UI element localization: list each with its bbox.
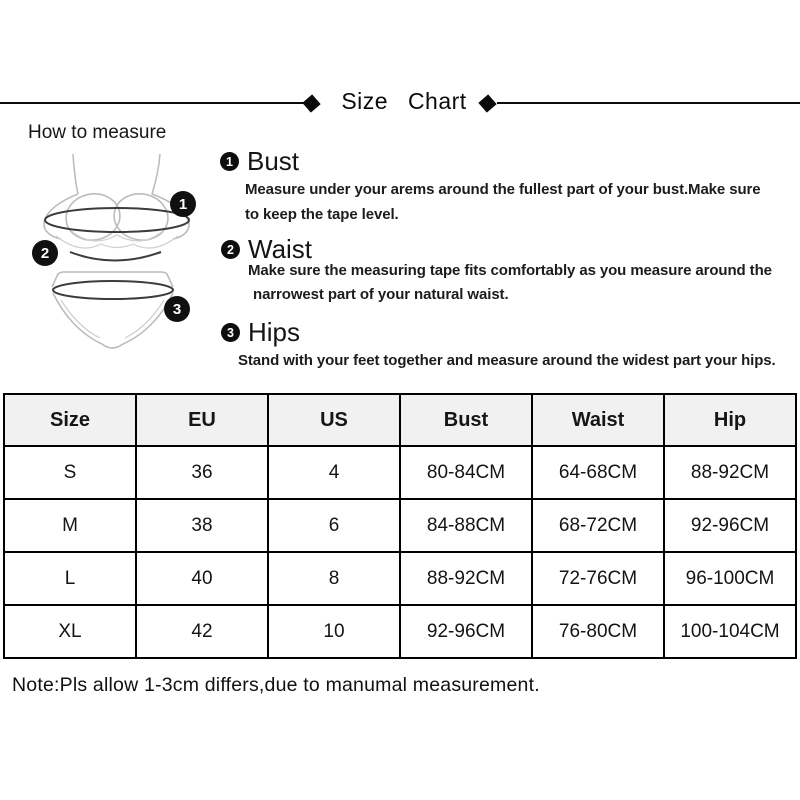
section-text-bust [245, 177, 761, 227]
table-header-row [4, 394, 796, 446]
cell-waist: 64-68CM [532, 446, 664, 499]
table-row [4, 446, 796, 499]
illustration-marker-2: 2 [32, 240, 58, 266]
cell-waist: 72-76CM [532, 552, 664, 605]
header-rule-right [497, 102, 800, 104]
measurement-note: Note:Pls allow 1-3cm differs,due to manumal measurement. [12, 674, 540, 696]
cell-us: 4 [268, 446, 400, 499]
cell-us: 8 [268, 552, 400, 605]
cell-hip: 100-104CM [664, 605, 796, 658]
cell-us: 6 [268, 499, 400, 552]
diamond-icon [302, 94, 320, 112]
cell-hip: 96-100CM [664, 552, 796, 605]
text-line: Stand with your feet together and measure around the widest part your hips. [238, 352, 776, 369]
column-header-eu: EU [136, 394, 268, 446]
section-title: Waist [248, 234, 313, 264]
column-header-us: US [268, 394, 400, 446]
section-number-badge: 1 [220, 152, 239, 171]
cell-eu: 42 [136, 605, 268, 658]
table-row [4, 605, 796, 658]
section-number-badge: 2 [221, 240, 240, 259]
column-header-waist: Waist [532, 394, 664, 446]
cell-waist: 68-72CM [532, 499, 664, 552]
cell-bust: 84-88CM [400, 499, 532, 552]
section-text-hips [238, 349, 776, 373]
text-line: Measure under your arems around the fullest part of your bust.Make sure [245, 181, 761, 198]
cell-bust: 80-84CM [400, 446, 532, 499]
cell-eu: 36 [136, 446, 268, 499]
cell-bust: 92-96CM [400, 605, 532, 658]
header-rule-left [0, 102, 306, 104]
cell-waist: 76-80CM [532, 605, 664, 658]
cell-size: S [4, 446, 136, 499]
section-title: Hips [248, 317, 301, 347]
page-title: Size Chart [341, 88, 467, 114]
cell-hip: 88-92CM [664, 446, 796, 499]
text-line: Make sure the measuring tape fits comfortably as you measure around the [248, 262, 772, 279]
table-row [4, 552, 796, 605]
text-line: to keep the tape level. [245, 206, 399, 223]
table-row [4, 499, 796, 552]
cell-us: 10 [268, 605, 400, 658]
cell-size: L [4, 552, 136, 605]
size-table [3, 393, 797, 659]
section-title: Bust [247, 146, 300, 176]
section-heading-hips [221, 317, 300, 348]
section-text-waist [248, 259, 772, 307]
column-header-size: Size [4, 394, 136, 446]
column-header-hip: Hip [664, 394, 796, 446]
how-to-measure-label: How to measure [28, 122, 167, 143]
cell-eu: 40 [136, 552, 268, 605]
cell-bust: 88-92CM [400, 552, 532, 605]
illustration-marker-3: 3 [164, 296, 190, 322]
section-number-badge: 3 [221, 323, 240, 342]
column-header-bust: Bust [400, 394, 532, 446]
text-line: narrowest part of your natural waist. [253, 286, 509, 303]
section-heading-bust [220, 146, 299, 177]
cell-eu: 38 [136, 499, 268, 552]
cell-size: XL [4, 605, 136, 658]
cell-size: M [4, 499, 136, 552]
cell-hip: 92-96CM [664, 499, 796, 552]
illustration-marker-1: 1 [170, 191, 196, 217]
